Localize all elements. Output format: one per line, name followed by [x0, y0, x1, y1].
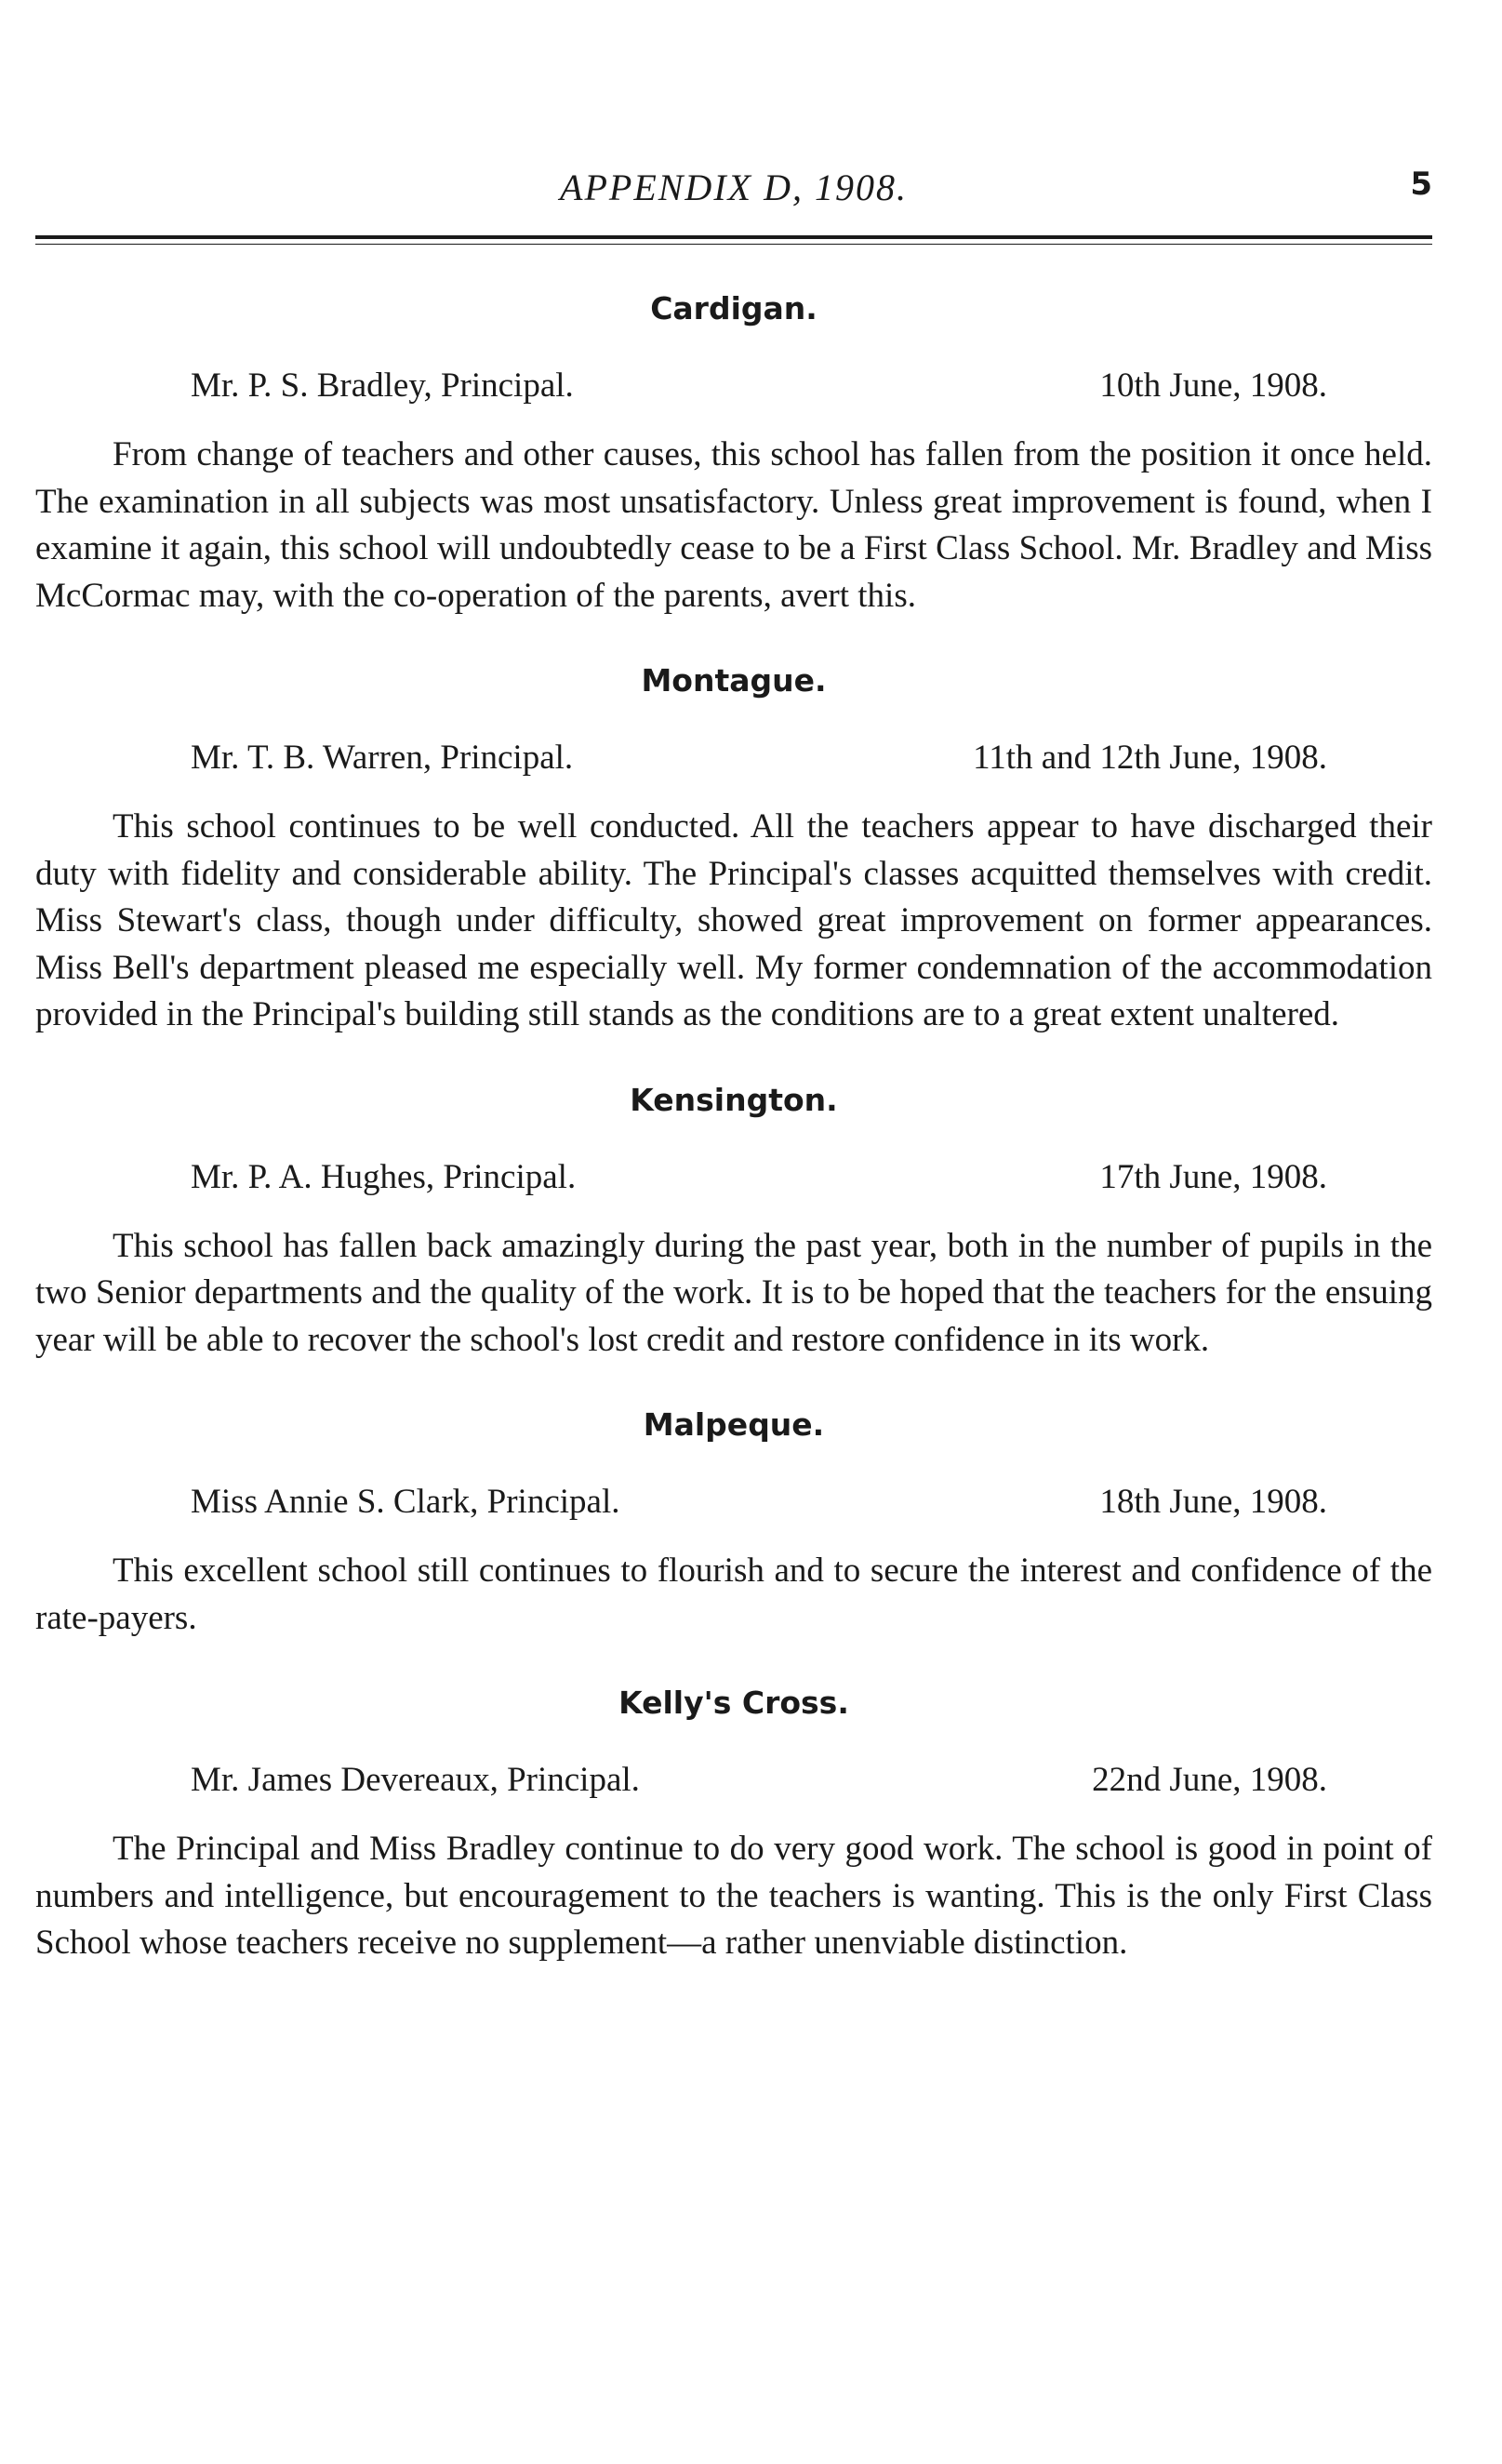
- running-head: [35, 166, 1432, 221]
- principal-line: [35, 1154, 1432, 1201]
- school-section-malpeque: [35, 1405, 1432, 1642]
- report-date: 18th June, 1908.: [1099, 1483, 1327, 1521]
- principal-line: [35, 735, 1432, 781]
- school-section-kensington: [35, 1080, 1432, 1365]
- report-paragraph: This school continues to be well conducted. All the teachers appear to have discharged their duty with fidelity and considerable ability. The Principal's classes acquitted themselves with credit. Miss Stewart's class, though under difficulty, showed great improvement on former appearances. Miss Bell's department pleased me especially well. My former condemnation of the accommodation provided in the Principal's building still stands as the conditions are to a great extent unaltered.: [35, 807, 1432, 1033]
- principal-name: Mr. P. S. Bradley, Principal.: [191, 366, 574, 405]
- school-section-cardigan: [35, 288, 1432, 619]
- report-paragraph: From change of teachers and other causes, this school has fallen from the position it once held. The examination in all subjects was most unsatisfactory. Unless great improvement is found, when I examine it again, this school will undoubtedly cease to be a First Class School. Mr. Bradley and Miss McCormac may, with the co-operation of the parents, avert this.: [35, 435, 1432, 615]
- principal-line: [35, 363, 1432, 409]
- header-rule-thick: [35, 235, 1432, 239]
- principal-name: Mr. P. A. Hughes, Principal.: [191, 1157, 577, 1196]
- school-heading: Montague.: [641, 662, 827, 699]
- school-heading: Kensington.: [630, 1081, 838, 1118]
- report-date: 11th and 12th June, 1908.: [973, 739, 1327, 777]
- report-content: [35, 288, 1432, 2008]
- school-heading: Cardigan.: [650, 290, 817, 326]
- report-paragraph: This school has fallen back amazingly during the past year, both in the number of pupils in the two Senior departments and the quality of the work. It is to be hoped that the teachers for the ensuing year will be able to recover the school's lost credit and restore confidence in its work.: [35, 1226, 1432, 1359]
- report-paragraph: The Principal and Miss Bradley continue to do very good work. The school is good in point of numbers and intelligence, but encouragement to the teachers is wanting. This is the only First Class School whose teachers receive no supplement—a rather unenviable distinction.: [35, 1830, 1432, 1962]
- page-number: 5: [1410, 166, 1432, 203]
- report-date: 22nd June, 1908.: [1092, 1761, 1327, 1799]
- report-date: 10th June, 1908.: [1099, 366, 1327, 405]
- school-section-montague: [35, 660, 1432, 1039]
- principal-line: [35, 1479, 1432, 1525]
- header-rule-thin: [35, 244, 1432, 245]
- principal-line: [35, 1757, 1432, 1804]
- principal-name: Mr. James Devereaux, Principal.: [191, 1761, 640, 1799]
- school-heading: Malpeque.: [643, 1406, 825, 1443]
- report-paragraph: This excellent school still continues to flourish and to secure the interest and confidence of the rate-payers.: [35, 1552, 1432, 1637]
- report-date: 17th June, 1908.: [1099, 1157, 1327, 1196]
- principal-name: Mr. T. B. Warren, Principal.: [191, 739, 574, 777]
- school-section-kellys-cross: [35, 1683, 1432, 1967]
- principal-name: Miss Annie S. Clark, Principal.: [191, 1483, 620, 1521]
- school-heading: Kelly's Cross.: [618, 1685, 849, 1721]
- running-title: APPENDIX D, 1908.: [560, 166, 908, 208]
